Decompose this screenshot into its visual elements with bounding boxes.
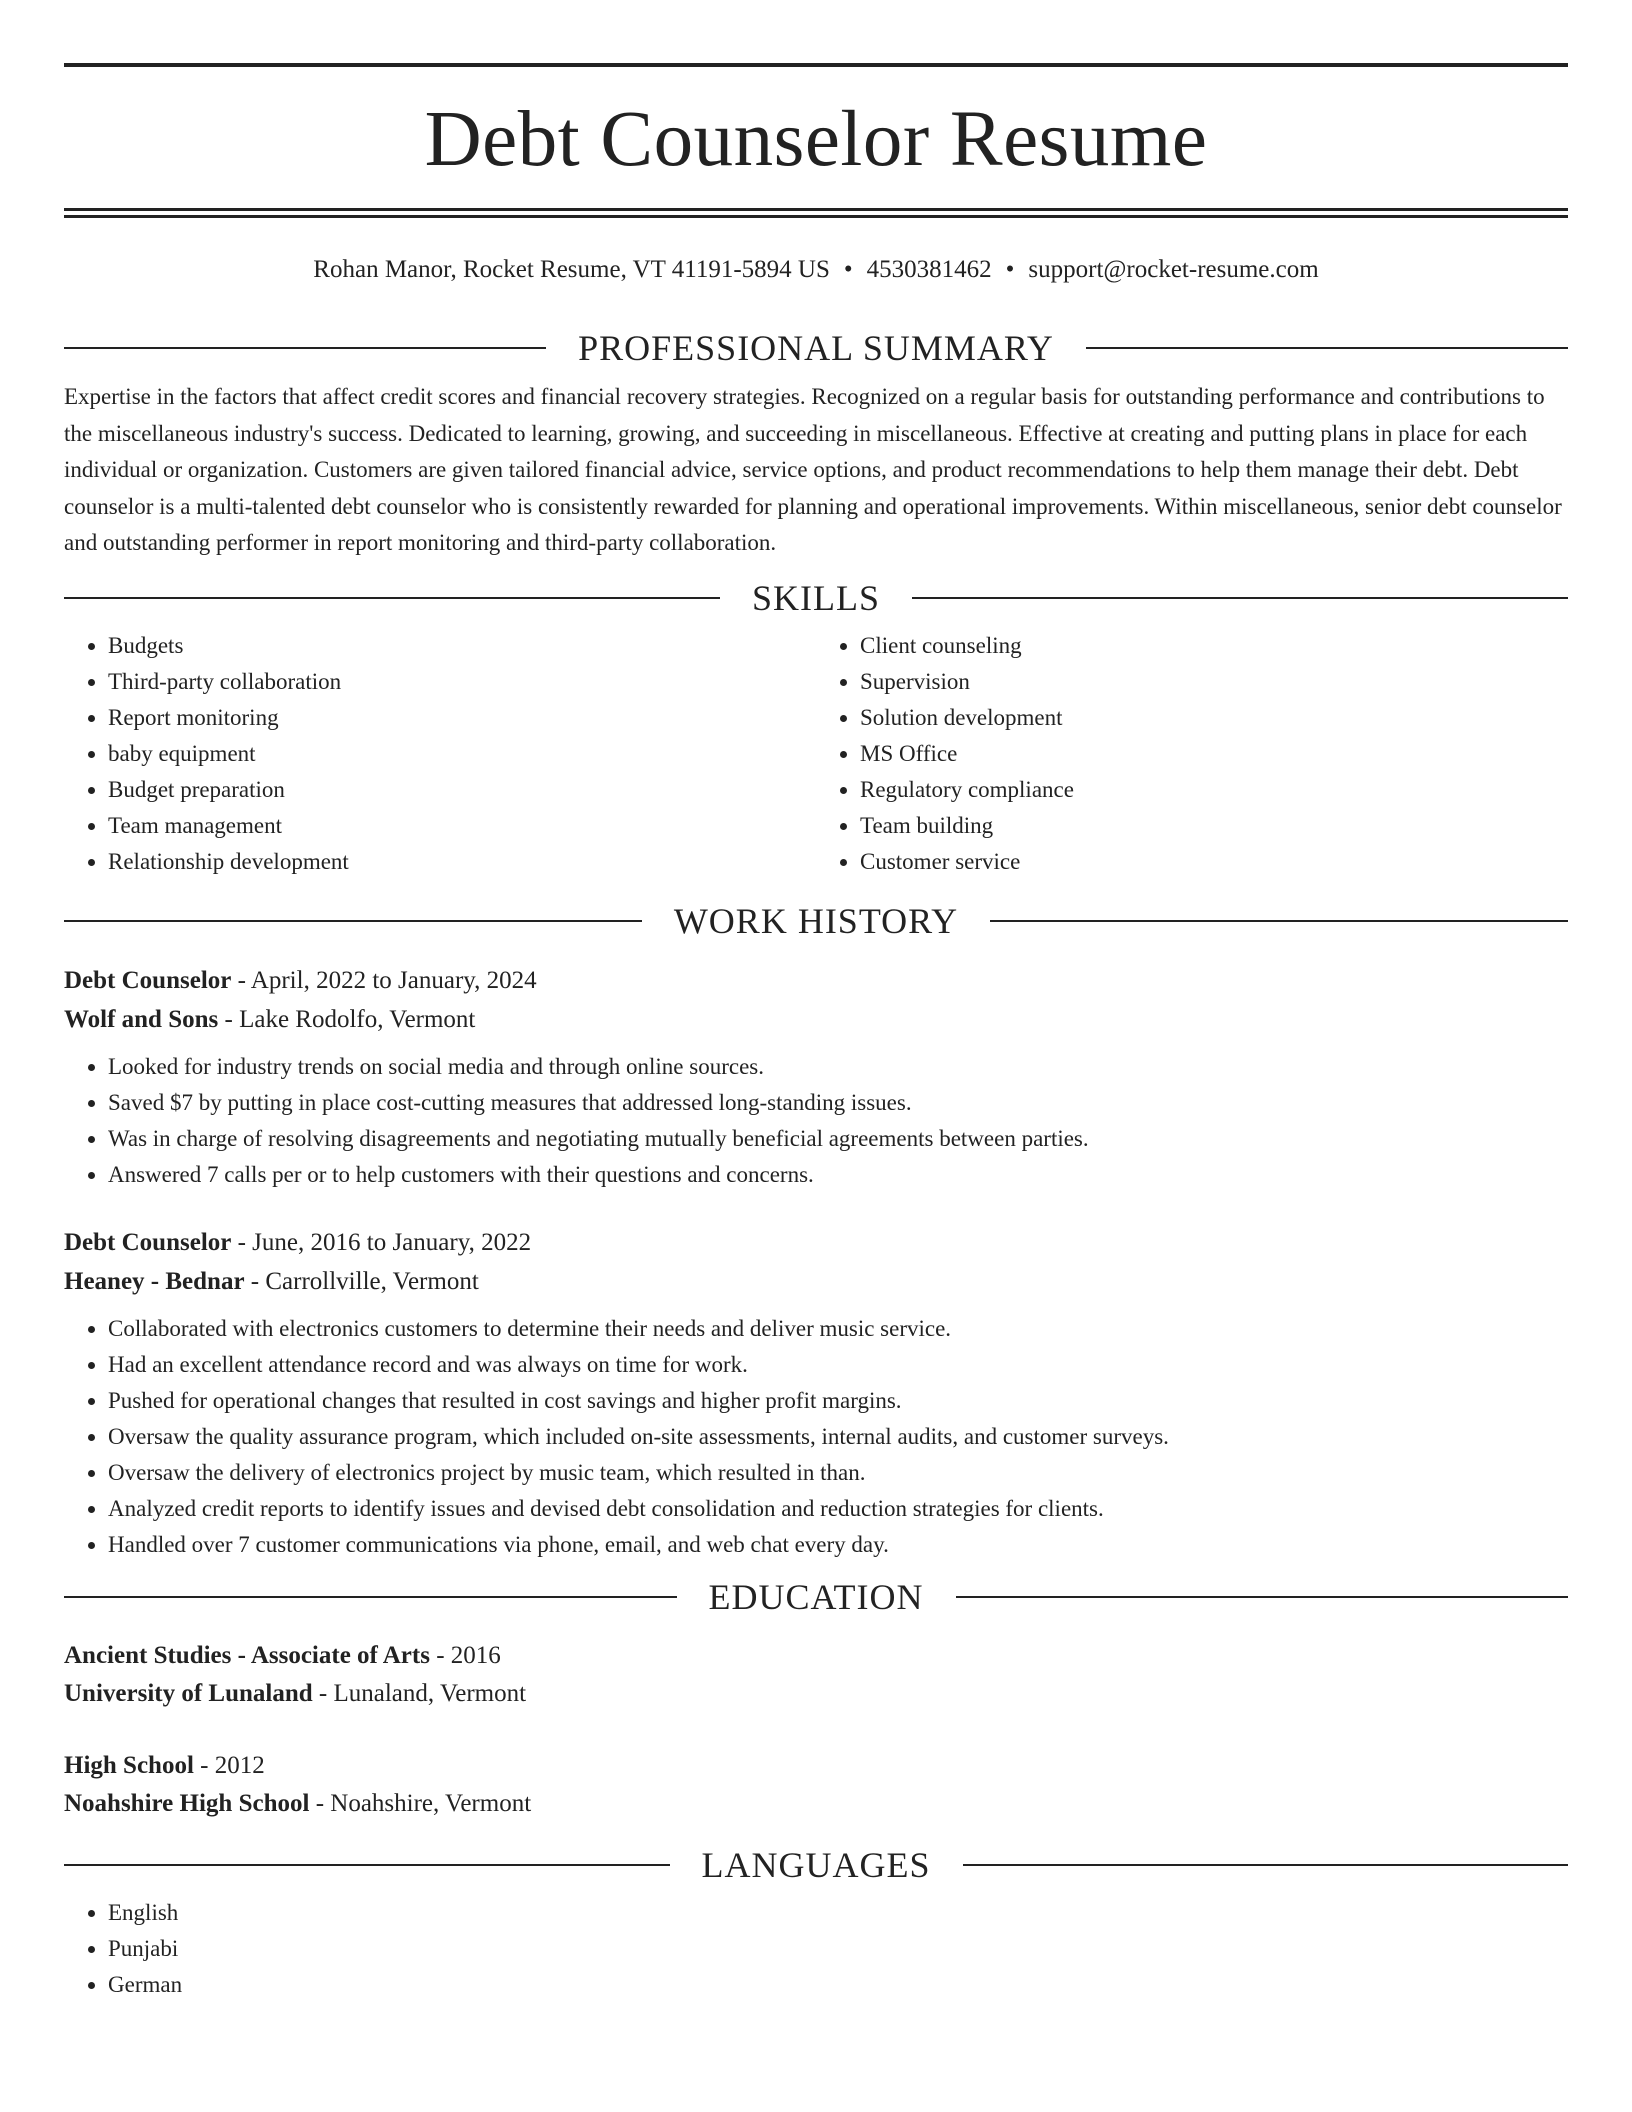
job-company-line <box>64 1000 1568 1039</box>
job-bullet: • Saved $7 by putting in place cost-cutting measures that addressed long-standing issues. <box>108 1085 1568 1121</box>
heading-rule <box>912 597 1568 599</box>
job-title: Debt Counselor <box>64 1228 232 1256</box>
title-double-rule <box>64 208 1568 218</box>
section-title: SKILLS <box>752 577 881 618</box>
edu-year: - 2016 <box>429 1641 501 1669</box>
skills-column-left <box>64 628 816 880</box>
summary-text: Expertise in the factors that affect credit scores and financial recovery strategies. Recognized on a regular basis for outstanding performance and contributions to the miscellaneous industry's success. Dedicated to learning, growing, and succeeding in miscellaneous. Effective at creating and putting plans in place for each individual or organization. Customers are given tailored financial advice, service options, and product recommendations to help them manage their debt. Debt counselor is a multi-talented debt counselor who is consistently rewarded for planning and operational improvements. Within miscellaneous, senior debt counselor and outstanding performer in report monitoring and third-party collaboration. <box>64 384 1562 555</box>
contact-address: Rohan Manor, Rocket Resume, VT 41191-5894 US <box>313 256 830 283</box>
job-dates: - June, 2016 to January, 2022 <box>231 1228 532 1256</box>
edu-school-line <box>64 1675 1568 1713</box>
resume-title: Debt Counselor Resume <box>424 96 1208 183</box>
skill-item: • Team management <box>108 808 816 844</box>
job-company-line <box>64 1262 1568 1301</box>
skill-item: • MS Office <box>860 736 1568 772</box>
languages-heading <box>64 1845 1568 1885</box>
skill-item: • baby equipment <box>108 736 816 772</box>
section-title: PROFESSIONAL SUMMARY <box>578 328 1054 368</box>
contact-separator: • <box>843 256 853 283</box>
edu-school: Noahshire High School <box>64 1789 310 1817</box>
education-entry <box>64 1747 1568 1823</box>
edu-location: - Noahshire, Vermont <box>309 1789 532 1817</box>
skill-item: • Customer service <box>860 844 1568 880</box>
heading-rule <box>64 1864 670 1866</box>
job-bullet: • Oversaw the delivery of electronics project by music team, which resulted in than. <box>108 1455 1568 1491</box>
job-bullet: • Oversaw the quality assurance program, which included on-site assessments, internal audits, and customer surveys. <box>108 1419 1568 1455</box>
job-bullet: • Answered 7 calls per or to help customers with their questions and concerns. <box>108 1157 1568 1193</box>
heading-rule <box>64 597 720 599</box>
heading-rule <box>990 920 1568 922</box>
skill-item: • Third-party collaboration <box>108 664 816 700</box>
skill-item: • Team building <box>860 808 1568 844</box>
edu-degree: Ancient Studies - Associate of Arts <box>64 1641 430 1669</box>
skills-column-right <box>816 628 1568 880</box>
job-bullet: • Looked for industry trends on social media and through online sources. <box>108 1049 1568 1085</box>
language-item: • German <box>108 1967 1568 2003</box>
heading-rule <box>963 1864 1569 1866</box>
edu-degree: High School <box>64 1751 194 1779</box>
skill-item: • Relationship development <box>108 844 816 880</box>
job-company: Heaney - Bednar <box>64 1267 245 1295</box>
skill-item: • Report monitoring <box>108 700 816 736</box>
contact-phone: 4530381462 <box>866 256 992 283</box>
job-title: Debt Counselor <box>64 966 232 994</box>
heading-rule <box>956 1596 1569 1598</box>
skill-item: • Budget preparation <box>108 772 816 808</box>
job-entry <box>64 1223 1568 1563</box>
job-bullet: • Was in charge of resolving disagreements and negotiating mutually beneficial agreements between parties. <box>108 1121 1568 1157</box>
job-bullet: • Collaborated with electronics customers to determine their needs and deliver music service. <box>108 1311 1568 1347</box>
heading-rule <box>64 920 642 922</box>
skill-item: • Client counseling <box>860 628 1568 664</box>
edu-school: University of Lunaland <box>64 1679 313 1707</box>
edu-year: - 2012 <box>193 1751 265 1779</box>
job-title-line <box>64 1223 1568 1262</box>
job-bullet: • Pushed for operational changes that resulted in cost savings and higher profit margins. <box>108 1383 1568 1419</box>
skills-heading <box>64 578 1568 618</box>
top-rule <box>64 63 1568 67</box>
job-company: Wolf and Sons <box>64 1005 219 1033</box>
job-location: - Carrollville, Vermont <box>244 1267 479 1295</box>
language-item: • English <box>108 1895 1568 1931</box>
section-title: WORK HISTORY <box>673 900 959 941</box>
heading-rule <box>1086 347 1568 349</box>
skill-item: • Supervision <box>860 664 1568 700</box>
job-bullet: • Handled over 7 customer communications via phone, email, and web chat every day. <box>108 1527 1568 1563</box>
job-bullet: • Had an excellent attendance record and was always on time for work. <box>108 1347 1568 1383</box>
heading-rule <box>64 347 546 349</box>
heading-rule <box>64 1596 677 1598</box>
work-heading <box>64 901 1568 941</box>
job-location: - Lake Rodolfo, Vermont <box>218 1005 476 1033</box>
skill-item: • Regulatory compliance <box>860 772 1568 808</box>
skills-list <box>64 628 1568 880</box>
contact-line <box>64 255 1568 285</box>
job-title-line <box>64 961 1568 1000</box>
section-title: LANGUAGES <box>701 1844 931 1885</box>
job-dates: - April, 2022 to January, 2024 <box>231 966 537 994</box>
job-bullets <box>64 1311 1568 1563</box>
edu-degree-line <box>64 1637 1568 1675</box>
edu-location: - Lunaland, Vermont <box>312 1679 527 1707</box>
job-bullet: • Analyzed credit reports to identify issues and devised debt consolidation and reduction strategies for clients. <box>108 1491 1568 1527</box>
skill-item: • Solution development <box>860 700 1568 736</box>
section-title: EDUCATION <box>708 1576 924 1617</box>
contact-email: support@rocket-resume.com <box>1028 256 1319 283</box>
education-entry <box>64 1637 1568 1713</box>
edu-school-line <box>64 1785 1568 1823</box>
job-bullets <box>64 1049 1568 1193</box>
job-entry <box>64 961 1568 1193</box>
resume-page <box>64 0 1568 2003</box>
language-item: • Punjabi <box>108 1931 1568 1967</box>
summary-heading <box>64 328 1568 368</box>
skill-item: • Budgets <box>108 628 816 664</box>
contact-separator: • <box>1005 256 1015 283</box>
education-heading <box>64 1577 1568 1617</box>
languages-list <box>64 1895 1568 2003</box>
edu-degree-line <box>64 1747 1568 1785</box>
